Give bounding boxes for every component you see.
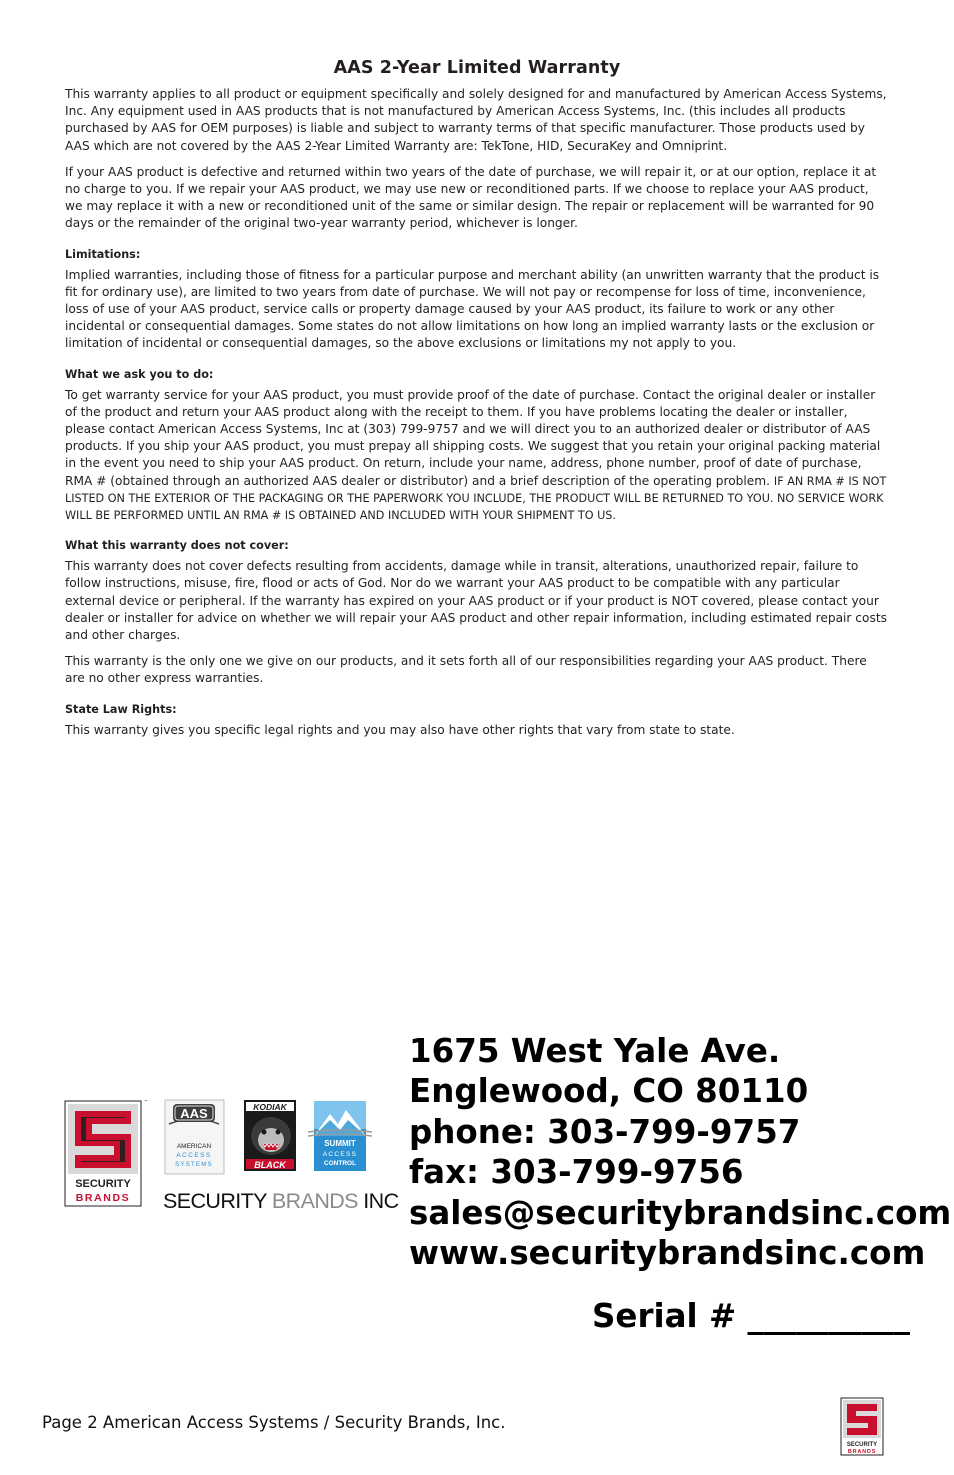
- summit-line3: CONTROL: [323, 1160, 357, 1167]
- footer-logo-line1: SECURITY: [846, 1442, 878, 1448]
- kodiak-black-logo: [244, 1100, 296, 1171]
- sb-tm: ™: [144, 1099, 148, 1104]
- intro-paragraph-1: This warranty applies to all product or equipment specifically and solely designed for and manufactured by American Access Systems, Inc. Any equipment used in AAS products that is not manufactured by American Access Systems, Inc. (this includes all products purchased by AAS for OEM purposes) is liable and subject to warranty terms of that specific manufacturer. Those products used by AAS which are not covered by the AAS 2-Year Limited Warranty are: TekTone, HID, SecuraKey and Omniprint.: [65, 87, 887, 153]
- security-brands-inc-wordmark: [163, 1189, 399, 1214]
- not-cover-heading: What this warranty does not cover:: [65, 539, 289, 553]
- footer-logo-line2: BRANDS: [847, 1449, 877, 1455]
- aas-badge-text: AAS: [180, 1106, 208, 1121]
- contact-email[interactable]: sales@securitybrandsinc.com: [409, 1193, 952, 1232]
- sb-logo-line1: SECURITY: [75, 1178, 131, 1190]
- wordmark-inc: INC: [363, 1189, 399, 1213]
- summit-line1: SUMMIT: [324, 1139, 356, 1148]
- aas-line1: AMERICAN: [176, 1143, 212, 1150]
- wordmark-security: SECURITY: [163, 1189, 267, 1213]
- page-footer: Page 2 American Access Systems / Security Brands, Inc.: [42, 1413, 506, 1432]
- aas-line2: ACCESS: [176, 1152, 212, 1159]
- contact-street: 1675 West Yale Ave.: [409, 1032, 781, 1070]
- only-one-paragraph: This warranty is the only one we give on our products, and it sets forth all of our responsibilities regarding your AAS product. There are no other express warranties.: [65, 654, 867, 686]
- not-cover-paragraph: This warranty does not cover defects resulting from accidents, damage while in transit, alterations, unauthorized repair, failure to follow instructions, misuse, fire, flood or acts of God. Nor do we warrant your AAS product to be compatible with any particular external device or peripheral. If the warranty has expired on your AAS product or if your product is NOT covered, please contact your dealer or installer for advice on whether we will repair your AAS product and other repair information, including estimated repair costs and other charges.: [65, 559, 887, 643]
- kodiak-bottom-text: BLACK: [254, 1160, 286, 1170]
- aas-line3: SYSTEMS: [175, 1162, 213, 1168]
- wordmark-brands: BRANDS: [271, 1189, 358, 1213]
- warranty-section: [65, 58, 889, 748]
- kodiak-top-text: KODIAK: [253, 1102, 287, 1112]
- brand-logos: [64, 1096, 399, 1213]
- serial-number-field: Serial # __________: [592, 1297, 911, 1335]
- ask-paragraph: [65, 387, 889, 525]
- summit-access-logo: [308, 1101, 372, 1171]
- contact-phone: phone: 303-799-9757: [409, 1112, 801, 1151]
- limitations-paragraph: Implied warranties, including those of fitness for a particular purpose and merchant ability (an unwritten warranty that the product is fit for ordinary use), are limited to two years from date of purchase. We will not pay or recompense for loss of time, inconvenience, loss of use of your AAS product, service calls or property damage caused by your AAS product, its failure to work or any other incidental or consequential damages. Some states do not allow limitations on how long an implied warranty lasts or the exclusion or limitation of incidental or consequential damages, so the above exclusions or limitations my not apply to you.: [65, 267, 880, 351]
- ask-heading: What we ask you to do:: [65, 367, 214, 381]
- ask-caps-text: IF AN RMA # IS NOT LISTED ON THE EXTERIOR OF THE PACKAGING OR THE PAPERWORK YOU INCLUDE, THE PRODUCT WILL BE RETURNED TO YOU. NO SERVICE WORK WILL BE PERFORMED UNTIL AN RMA # IS OBTAINED AND INCLUDED WITH YOUR SHIPMENT TO US.: [65, 474, 887, 523]
- sb-logo-line2: BRANDS: [75, 1192, 131, 1204]
- intro-paragraph-2: If your AAS product is defective and returned within two years of the date of purchase, we will repair it, or at our option, replace it at no charge to you. If we repair your AAS product, we may use new or reconditioned parts. If we choose to replace your AAS product, we may replace it with a new or reconditioned unit of the same or similar design. The repair or replacement will be warranted for 90 days or the remainder of the original two-year warranty period, whichever is longer.: [65, 164, 877, 231]
- summit-line2: ACCESS: [322, 1151, 358, 1158]
- contact-fax: fax: 303-799-9756: [409, 1153, 744, 1192]
- contact-website[interactable]: www.securitybrandsinc.com: [409, 1234, 926, 1273]
- contact-city: Englewood, CO 80110: [409, 1072, 809, 1111]
- contact-block: [409, 1031, 951, 1273]
- footer-logo-graphic: [840, 1397, 886, 1457]
- warranty-title: AAS 2-Year Limited Warranty: [333, 58, 621, 78]
- limitations-heading: Limitations:: [65, 247, 141, 261]
- ask-text: To get warranty service for your AAS product, you must provide proof of the date of purchase. Contact the original dealer or installer of the product and return your AAS product along with the receipt to them. If you have problems locating the dealer or installer, please contact American Access Systems, Inc at (303) 799-9757 and we will direct you to an authorized dealer or distributor of AAS products. If you ship your AAS product, you must prepay all shipping costs. We suggest that you retain your original packing material in the event you need to ship your AAS product. On return, include your name, address, phone number, proof of date of purchase, RMA # (obtained through an authorized AAS dealer or distributor) and a brief description of the operating problem.: [65, 387, 881, 488]
- footer-security-brands-logo: [840, 1397, 886, 1461]
- aas-logo: [165, 1100, 224, 1174]
- state-law-heading: State Law Rights:: [65, 702, 177, 716]
- security-brands-logo: [65, 1099, 148, 1206]
- state-law-paragraph: This warranty gives you specific legal rights and you may also have other rights that vary from state to state.: [65, 722, 735, 737]
